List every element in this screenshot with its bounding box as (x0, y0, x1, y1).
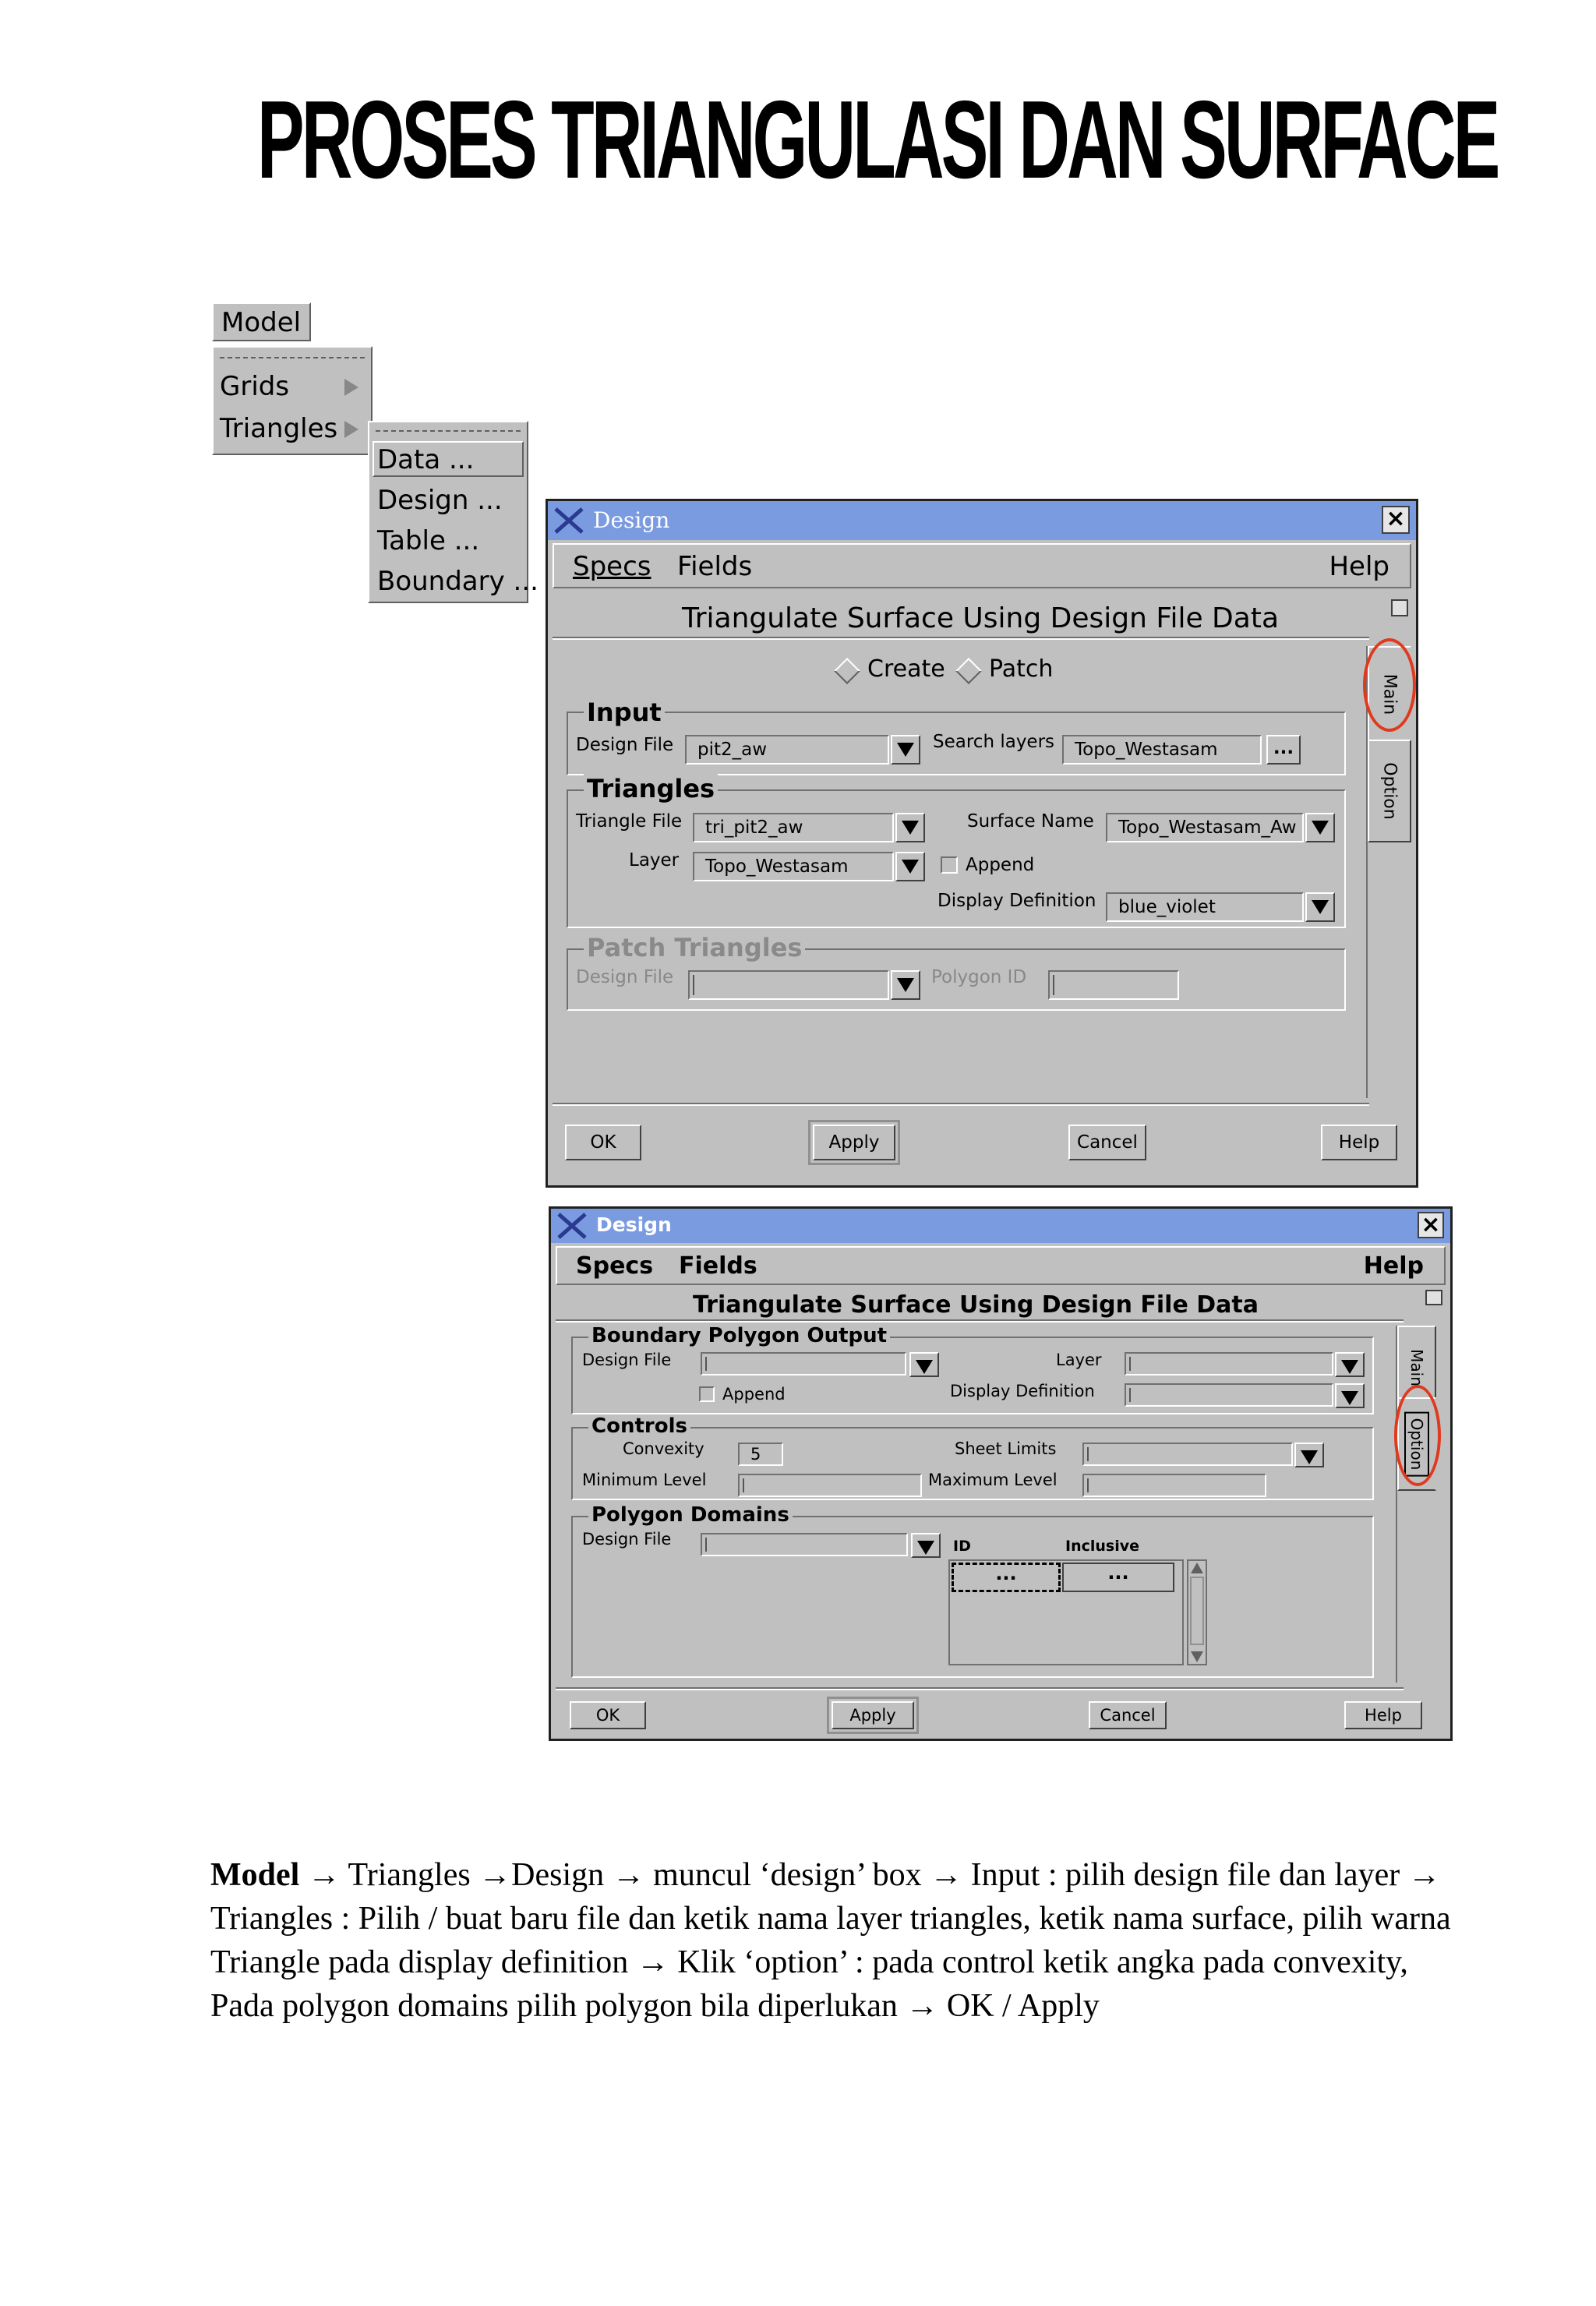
help-button[interactable]: Help (1321, 1125, 1397, 1160)
dialog-heading: Triangulate Surface Using Design File Data (682, 602, 1280, 634)
resize-grip-icon[interactable] (1391, 599, 1408, 616)
design-file-field[interactable]: pit2_aw (685, 735, 889, 765)
apply-button[interactable]: Apply (813, 1125, 895, 1160)
sheet-limits-field[interactable] (1082, 1443, 1293, 1466)
triangle-file-dropdown-button[interactable] (895, 813, 925, 842)
layer-label: Layer (629, 850, 680, 870)
table-scrollbar[interactable] (1187, 1559, 1207, 1665)
menu-help[interactable]: Help (1363, 1252, 1424, 1280)
append-checkbox[interactable] (941, 856, 958, 874)
menu-item-triangles[interactable]: Triangles (220, 413, 338, 444)
surface-name-dropdown-button[interactable] (1305, 813, 1335, 842)
window-title: Design (596, 1213, 672, 1236)
menu-help[interactable]: Help (1329, 551, 1389, 582)
polygon-design-file-dropdown-button[interactable] (911, 1533, 941, 1558)
button-bar-divider (556, 1687, 1404, 1690)
search-layers-browse-button[interactable]: ... (1266, 735, 1301, 765)
cancel-button[interactable]: Cancel (1068, 1125, 1146, 1160)
boundary-display-definition-dropdown-button[interactable] (1335, 1383, 1365, 1408)
design-file-dropdown-button[interactable] (891, 735, 920, 765)
resize-grip-icon[interactable] (1425, 1290, 1442, 1305)
boundary-layer-dropdown-button[interactable] (1335, 1352, 1365, 1377)
menu-item-data[interactable]: Data ... (377, 444, 475, 475)
display-definition-label: Display Definition (937, 891, 1096, 911)
surface-name-label: Surface Name (967, 811, 1094, 832)
menu-item-boundary[interactable]: Boundary ... (377, 566, 538, 597)
tear-off-line[interactable] (376, 430, 521, 432)
maximum-level-field[interactable] (1082, 1474, 1266, 1497)
input-group-label: Input (584, 697, 665, 727)
column-inclusive-header: Inclusive (1065, 1538, 1139, 1555)
close-button[interactable]: × (1418, 1212, 1444, 1238)
heading-divider (556, 1319, 1404, 1323)
tab-option-label: Option (1379, 762, 1400, 820)
patch-radio[interactable] (955, 658, 982, 684)
instruction-line-3: Triangle pada display definition → Klik ‘option’ : pada control ketik angka pada convexity, (210, 1944, 1408, 1980)
title-bar[interactable] (548, 501, 1416, 540)
menu-bar (556, 1246, 1446, 1285)
create-radio[interactable] (834, 658, 860, 684)
instructions (210, 1853, 1566, 2028)
append-label: Append (966, 855, 1035, 875)
boundary-design-file-dropdown-button[interactable] (909, 1352, 939, 1377)
window-title: Design (593, 507, 670, 533)
text-caret (1087, 1478, 1089, 1492)
x-logo-icon (557, 1213, 587, 1239)
display-definition-dropdown-button[interactable] (1305, 892, 1335, 922)
text-caret (743, 1478, 744, 1492)
model-menu-button[interactable] (212, 302, 311, 341)
polygon-id-label: Polygon ID (931, 967, 1027, 987)
boundary-append-label: Append (722, 1385, 786, 1404)
heading-divider (553, 637, 1369, 640)
patch-label: Patch (989, 655, 1054, 683)
triangles-submenu-panel (368, 421, 538, 603)
convexity-label: Convexity (623, 1439, 704, 1458)
text-caret (705, 1538, 707, 1552)
polygon-domains-table (948, 1559, 1184, 1665)
boundary-polygon-output-label: Boundary Polygon Output (588, 1324, 890, 1347)
instruction-line-2: Triangles : Pilih / buat baru file dan ketik nama layer triangles, ketik nama surface, pilih warna (210, 1901, 1451, 1937)
page-title: PROSES TRIANGULASI DAN SURFACE (257, 78, 1498, 202)
triangles-group-label: Triangles (584, 774, 718, 803)
design-dialog-option (549, 1206, 1453, 1741)
menu-item-grids[interactable]: Grids (220, 371, 290, 402)
title-bar[interactable] (551, 1209, 1450, 1243)
instruction-line-1-text: → Triangles →Design → muncul ‘design’ box → Input : pilih design file dan layer → (299, 1857, 1441, 1893)
text-caret (705, 1357, 707, 1371)
tab-option[interactable] (1368, 740, 1411, 842)
triangle-file-field[interactable]: tri_pit2_aw (693, 813, 894, 842)
tab-option-label: Option (1404, 1412, 1429, 1477)
design-file-label: Design File (576, 735, 674, 755)
dialog-heading: Triangulate Surface Using Design File Data (693, 1291, 1259, 1319)
layer-field[interactable]: Topo_Westasam (693, 852, 894, 881)
minimum-level-label: Minimum Level (582, 1471, 707, 1489)
maximum-level-label: Maximum Level (928, 1471, 1058, 1489)
ok-button[interactable]: OK (570, 1701, 646, 1729)
polygon-design-file-field[interactable] (701, 1533, 908, 1556)
tab-content-border (1396, 1326, 1397, 1683)
search-layers-label: Search layers (933, 732, 1055, 752)
cancel-button[interactable]: Cancel (1089, 1701, 1167, 1729)
boundary-display-definition-field[interactable] (1125, 1383, 1333, 1407)
tab-main-label: Main (1407, 1349, 1426, 1386)
tear-off-line[interactable] (220, 357, 365, 358)
boundary-layer-label: Layer (1056, 1351, 1102, 1369)
menu-fields[interactable]: Fields (677, 551, 753, 582)
instruction-line-4: Pada polygon domains pilih polygon bila diperlukan → OK / Apply (210, 1988, 1100, 2024)
boundary-display-definition-label: Display Definition (950, 1382, 1095, 1400)
boundary-layer-field[interactable] (1125, 1352, 1333, 1375)
layer-dropdown-button[interactable] (895, 852, 925, 881)
menu-item-table[interactable]: Table ... (377, 525, 480, 556)
patch-design-file-label: Design File (576, 967, 674, 987)
menu-bar (553, 543, 1411, 588)
text-caret (693, 975, 694, 995)
submenu-arrow-icon (344, 421, 358, 438)
option-tab-highlight-circle (1394, 1385, 1441, 1486)
scroll-thumb[interactable] (1190, 1577, 1204, 1645)
close-button[interactable]: × (1382, 506, 1410, 534)
button-bar-divider (553, 1103, 1369, 1106)
convexity-field[interactable]: 5 (738, 1443, 783, 1466)
instruction-line-1 (210, 1853, 1566, 1897)
polygon-domains-group-label: Polygon Domains (588, 1503, 793, 1527)
triangle-file-label: Triangle File (576, 811, 683, 832)
submenu-arrow-icon (344, 379, 358, 396)
patch-design-file-dropdown-button[interactable] (891, 970, 920, 1000)
text-caret (1053, 975, 1054, 995)
minimum-level-field[interactable] (738, 1474, 922, 1497)
help-button[interactable]: Help (1344, 1701, 1422, 1729)
menu-item-design[interactable]: Design ... (377, 485, 503, 516)
patch-triangles-group-label: Patch Triangles (584, 933, 805, 962)
text-caret (1129, 1357, 1131, 1371)
table-cell-id[interactable]: ... (952, 1563, 1061, 1592)
model-menu-label: Model (221, 307, 302, 338)
display-definition-field[interactable]: blue_violet (1106, 892, 1304, 922)
menu-fields[interactable]: Fields (679, 1252, 757, 1280)
main-tab-highlight-circle (1363, 638, 1416, 732)
search-layers-field[interactable]: Topo_Westasam (1062, 735, 1262, 765)
patch-design-file-field[interactable] (688, 970, 889, 1000)
boundary-append-checkbox[interactable] (699, 1386, 715, 1402)
polygon-id-field[interactable] (1048, 970, 1179, 1000)
sheet-limits-label: Sheet Limits (955, 1439, 1057, 1458)
tab-main-label: Main (1379, 673, 1400, 715)
text-caret (1087, 1447, 1089, 1461)
polygon-design-file-label: Design File (582, 1530, 672, 1549)
ok-button[interactable]: OK (565, 1125, 641, 1160)
surface-name-field[interactable]: Topo_Westasam_Aw (1106, 813, 1304, 842)
controls-group-label: Controls (588, 1414, 690, 1438)
create-label: Create (867, 655, 945, 683)
model-menu-panel (212, 346, 373, 455)
design-dialog-main (546, 499, 1418, 1188)
x-logo-icon (554, 507, 584, 534)
column-id-header: ID (953, 1538, 971, 1555)
tab-content-border (1366, 646, 1368, 1098)
sheet-limits-dropdown-button[interactable] (1294, 1443, 1324, 1467)
table-cell-inclusive[interactable]: ... (1062, 1563, 1174, 1592)
menu-specs[interactable]: Specs (576, 1252, 654, 1280)
menu-specs[interactable]: Specs (573, 551, 651, 582)
apply-button[interactable]: Apply (832, 1701, 914, 1729)
scroll-up-arrow-icon[interactable] (1191, 1563, 1203, 1573)
boundary-design-file-label: Design File (582, 1351, 672, 1369)
scroll-down-arrow-icon[interactable] (1191, 1651, 1203, 1662)
instruction-lead: Model (210, 1857, 300, 1893)
text-caret (1129, 1388, 1131, 1402)
boundary-design-file-field[interactable] (701, 1352, 906, 1375)
